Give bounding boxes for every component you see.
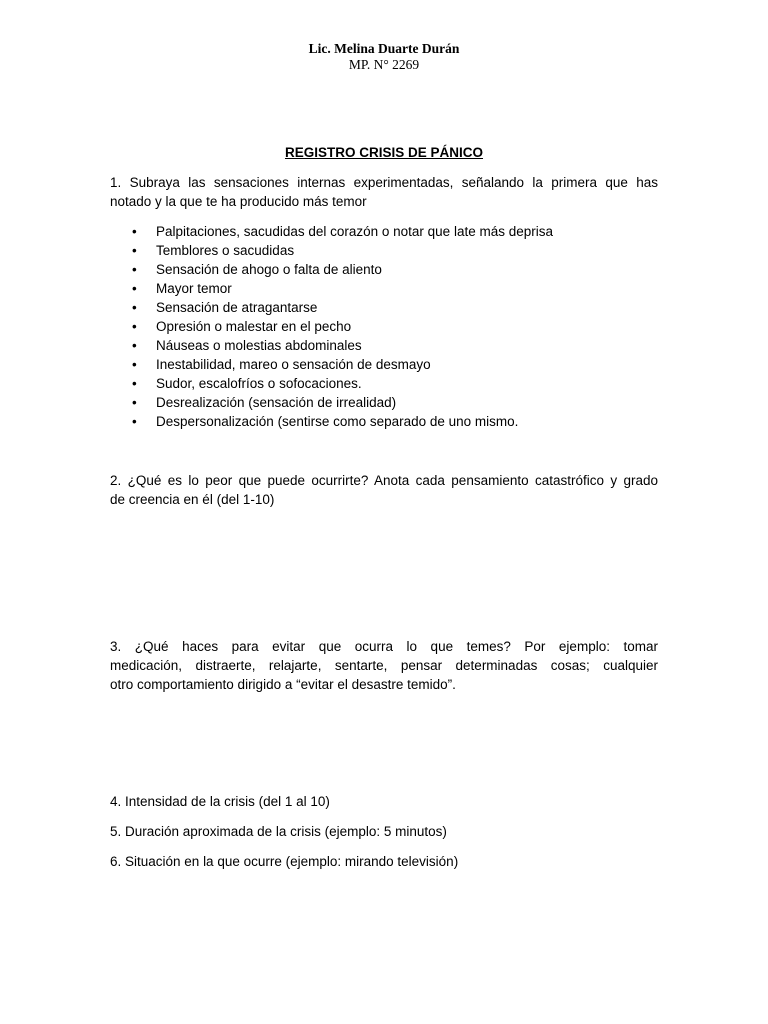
question-1-line-2: notado y la que te ha producido más temor <box>110 194 367 209</box>
bullet-icon: • <box>132 262 137 277</box>
sensation-text: Palpitaciones, sacudidas del corazón o notar que late más deprisa <box>156 224 553 239</box>
sensation-item <box>110 374 658 393</box>
bullet-icon: • <box>132 300 137 315</box>
question-1-line-1: 1. Subraya las sensaciones internas experimentadas, señalando la primera que has <box>110 175 658 190</box>
question-3-line-2: medicación, distraerte, relajarte, sentarte, pensar determinadas cosas; cualquier <box>110 658 658 673</box>
question-5: 5. Duración aproximada de la crisis (ejemplo: 5 minutos) <box>110 824 447 839</box>
bullet-icon: • <box>132 319 137 334</box>
question-6: 6. Situación en la que ocurre (ejemplo: mirando televisión) <box>110 854 459 869</box>
sensations-list <box>110 222 658 431</box>
sensation-item <box>110 298 658 317</box>
bullet-icon: • <box>132 414 137 429</box>
bullet-icon: • <box>132 338 137 353</box>
sensation-item <box>110 336 658 355</box>
sensation-text: Inestabilidad, mareo o sensación de desmayo <box>156 357 431 372</box>
sensation-text: Temblores o sacudidas <box>156 243 295 258</box>
sensation-item <box>110 355 658 374</box>
sensation-text: Opresión o malestar en el pecho <box>156 319 352 334</box>
sensation-text: Despersonalización (sentirse como separado de uno mismo. <box>156 414 519 429</box>
bullet-icon: • <box>132 243 137 258</box>
sensation-item <box>110 393 658 412</box>
question-4: 4. Intensidad de la crisis (del 1 al 10) <box>110 794 330 809</box>
sensation-item <box>110 222 658 241</box>
question-2-line-2: de creencia en él (del 1-10) <box>110 492 275 507</box>
sensation-item <box>110 241 658 260</box>
question-3 <box>110 637 658 694</box>
letterhead <box>0 41 768 73</box>
question-2-line-1: 2. ¿Qué es lo peor que puede ocurrirte? Anota cada pensamiento catastrófico y grado <box>110 473 658 488</box>
sensation-text: Sensación de ahogo o falta de aliento <box>156 262 382 277</box>
bullet-icon: • <box>132 376 137 391</box>
question-1 <box>110 173 658 211</box>
sensation-text: Mayor temor <box>156 281 232 296</box>
question-2 <box>110 471 658 509</box>
question-3-line-1: 3. ¿Qué haces para evitar que ocurra lo que temes? Por ejemplo: tomar <box>110 639 658 654</box>
sensation-text: Náuseas o molestias abdominales <box>156 338 362 353</box>
sensation-item <box>110 412 658 431</box>
bullet-icon: • <box>132 357 137 372</box>
sensation-text: Sensación de atragantarse <box>156 300 318 315</box>
question-3-line-3: otro comportamiento dirigido a “evitar el desastre temido”. <box>110 677 456 692</box>
document-title: REGISTRO CRISIS DE PÁNICO <box>284 145 484 160</box>
sensation-text: Sudor, escalofríos o sofocaciones. <box>156 376 362 391</box>
bullet-icon: • <box>132 224 137 239</box>
author-name: Lic. Melina Duarte Durán <box>308 41 460 56</box>
sensation-item <box>110 279 658 298</box>
bullet-icon: • <box>132 395 137 410</box>
sensation-item <box>110 317 658 336</box>
sensation-text: Desrealización (sensación de irrealidad) <box>156 395 397 410</box>
registration-number: MP. N° 2269 <box>348 57 420 72</box>
bullet-icon: • <box>132 281 137 296</box>
sensation-item <box>110 260 658 279</box>
